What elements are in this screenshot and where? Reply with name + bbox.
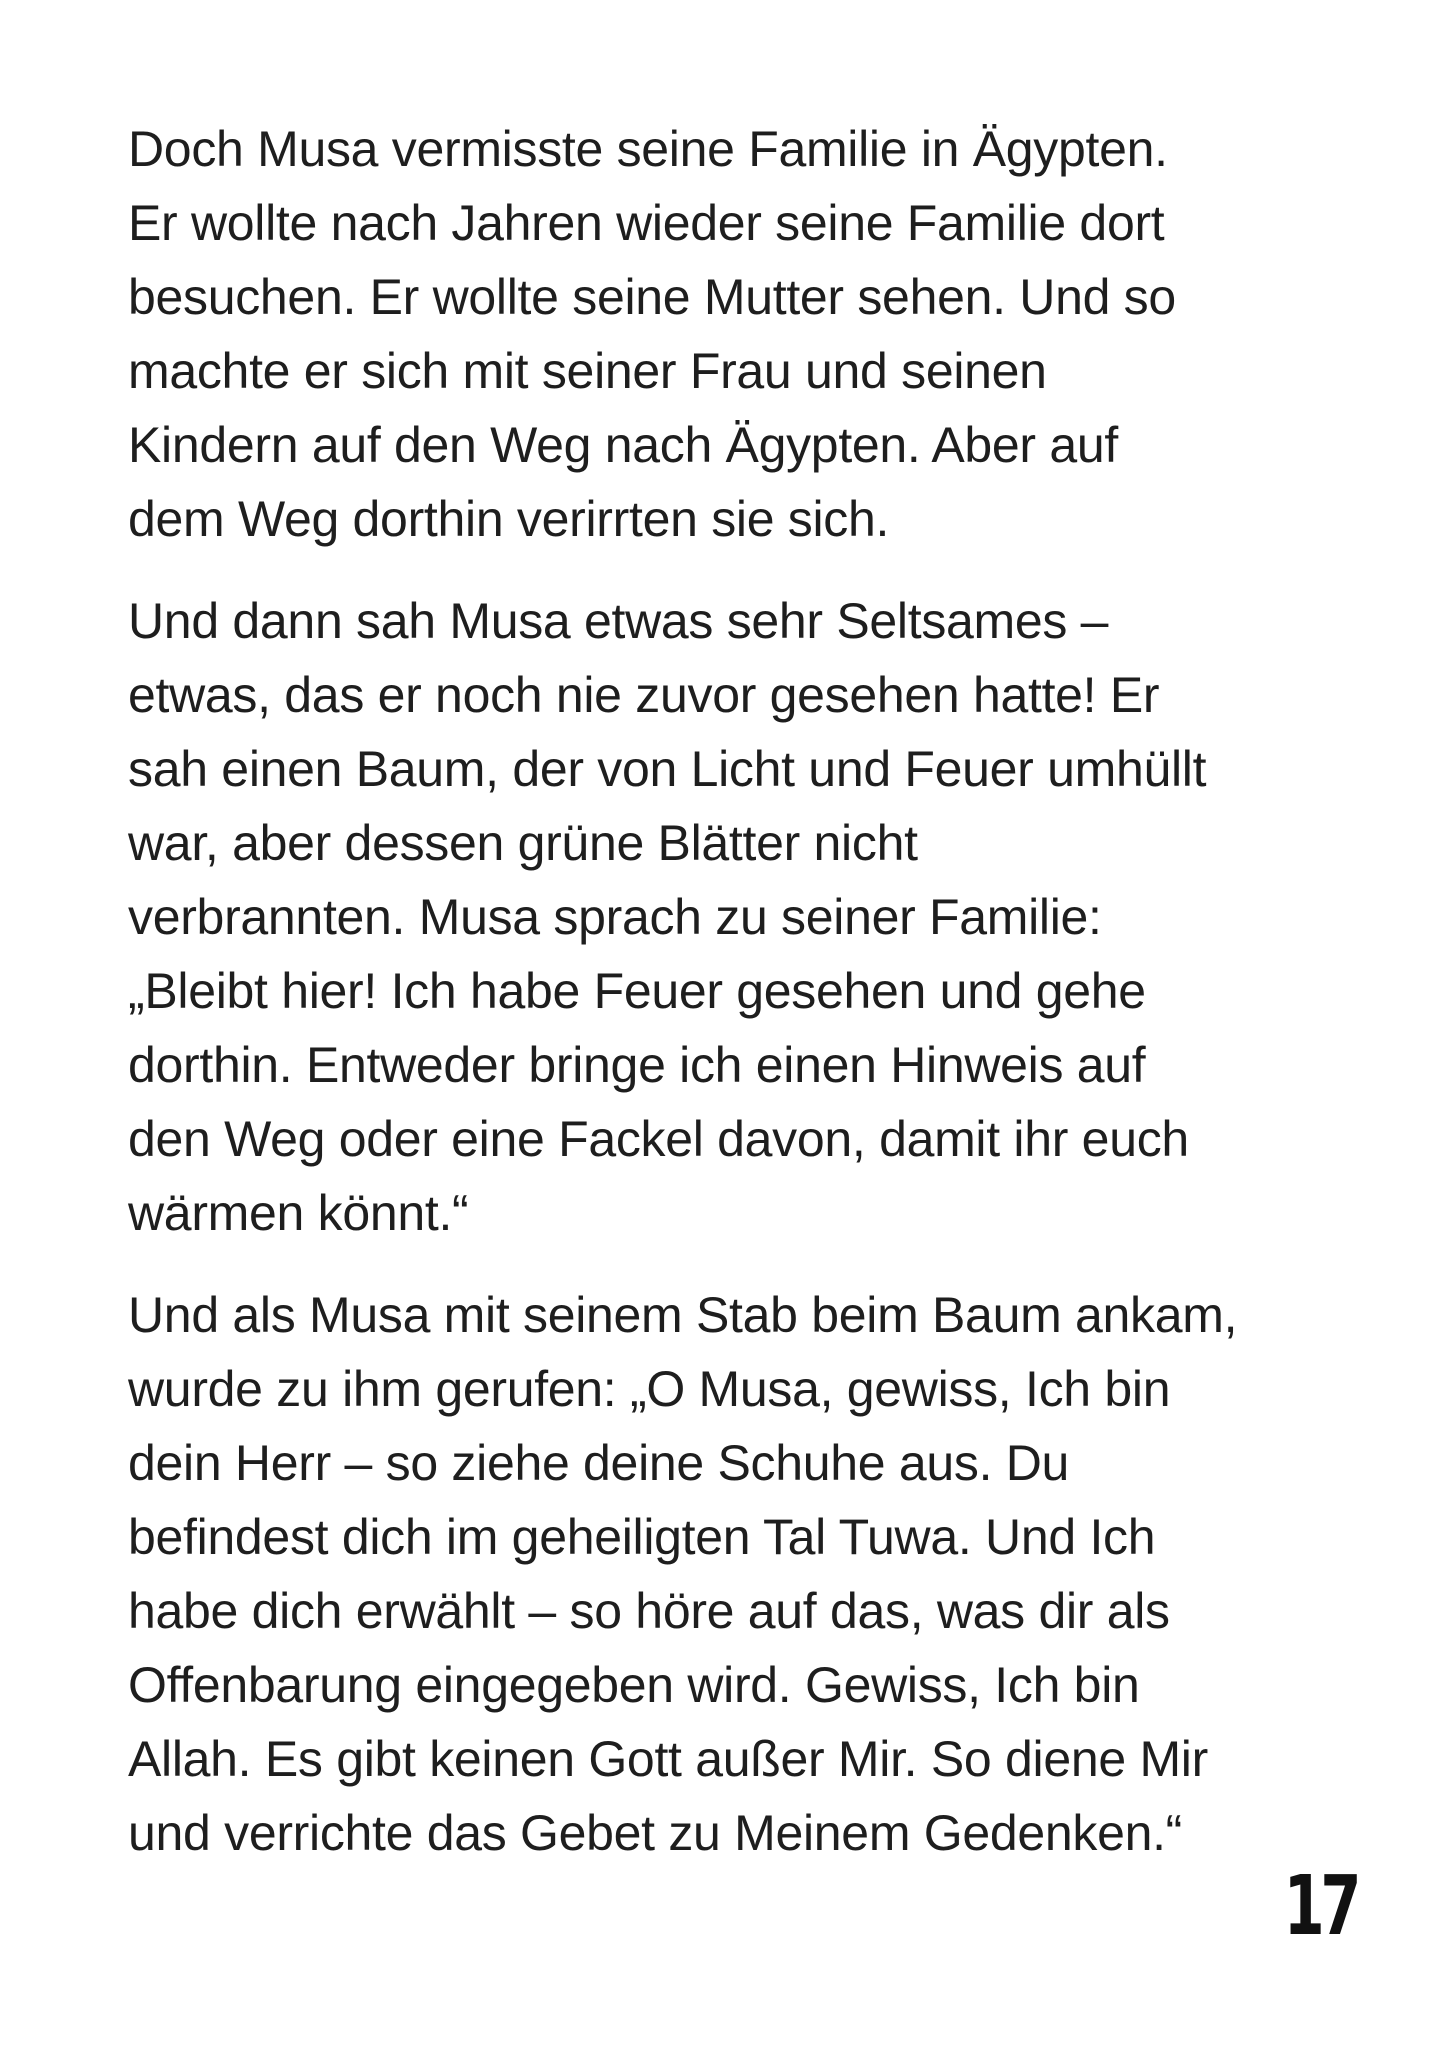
text-line: „Bleibt hier! Ich habe Feuer gesehen und gehe	[128, 963, 1146, 1019]
text-line: den Weg oder eine Fackel davon, damit ihr euch	[128, 1111, 1189, 1167]
paragraph-2	[128, 584, 1348, 1250]
text-line: befindest dich im geheiligten Tal Tuwa. Und Ich	[128, 1509, 1156, 1565]
text-line: Und dann sah Musa etwas sehr Seltsames –	[128, 593, 1109, 649]
text-line: habe dich erwählt – so höre auf das, was dir als	[128, 1583, 1170, 1639]
text-line: Kindern auf den Weg nach Ägypten. Aber auf	[128, 417, 1118, 473]
text-line: Und als Musa mit seinem Stab beim Baum ankam,	[128, 1287, 1238, 1343]
page-number: 17	[1283, 1859, 1357, 1954]
text-line: Er wollte nach Jahren wieder seine Familie dort	[128, 195, 1165, 251]
text-line: Allah. Es gibt keinen Gott außer Mir. So diene Mir	[128, 1731, 1208, 1787]
text-line: dem Weg dorthin verirrten sie sich.	[128, 491, 890, 547]
text-line: war, aber dessen grüne Blätter nicht	[128, 815, 918, 871]
story-text	[128, 112, 1348, 1898]
text-line: etwas, das er noch nie zuvor gesehen hatte! Er	[128, 667, 1160, 723]
text-line: dein Herr – so ziehe deine Schuhe aus. Du	[128, 1435, 1070, 1491]
text-line: dorthin. Entweder bringe ich einen Hinweis auf	[128, 1037, 1146, 1093]
text-line: machte er sich mit seiner Frau und seinen	[128, 343, 1047, 399]
text-line: wärmen könnt.“	[128, 1185, 469, 1241]
paragraph-1	[128, 112, 1348, 556]
text-line: Offenbarung eingegeben wird. Gewiss, Ich bin	[128, 1657, 1140, 1713]
text-line: Doch Musa vermisste seine Familie in Ägypten.	[128, 121, 1168, 177]
text-line: und verrichte das Gebet zu Meinem Gedenken.“	[128, 1805, 1183, 1861]
text-line: besuchen. Er wollte seine Mutter sehen. Und so	[128, 269, 1176, 325]
text-line: wurde zu ihm gerufen: „O Musa, gewiss, Ich bin	[128, 1361, 1171, 1417]
paragraph-3	[128, 1278, 1348, 1870]
text-line: sah einen Baum, der von Licht und Feuer umhüllt	[128, 741, 1207, 797]
text-line: verbrannten. Musa sprach zu seiner Familie:	[128, 889, 1102, 945]
